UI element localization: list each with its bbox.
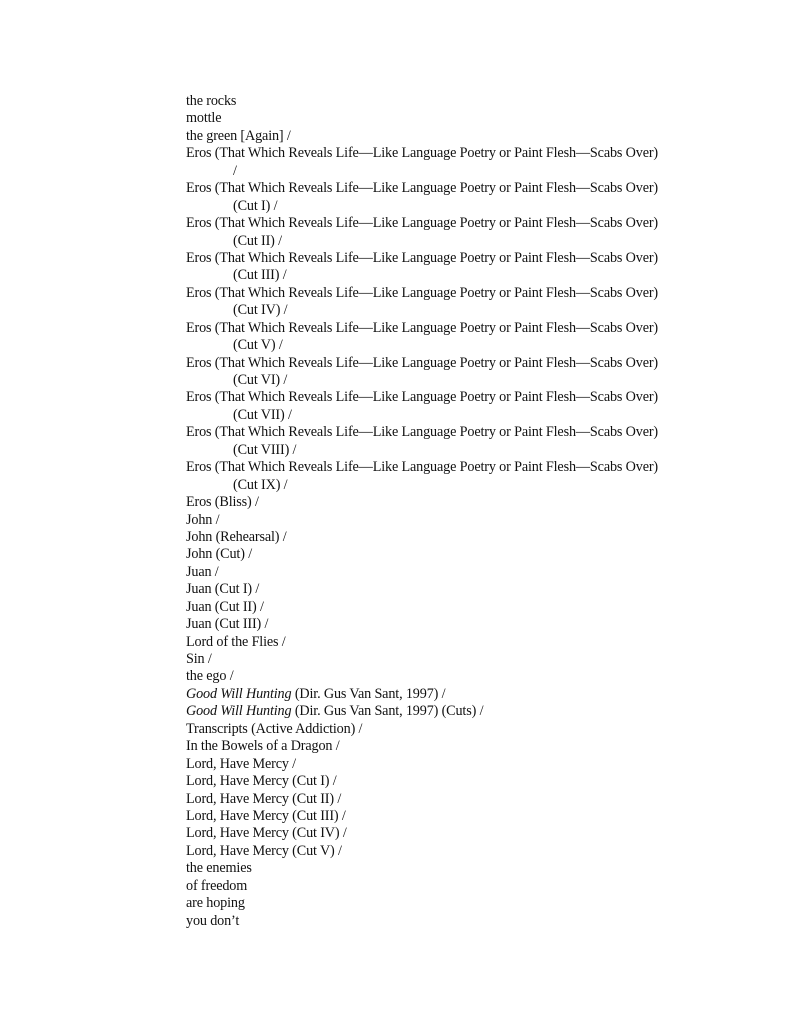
text-line: Eros (That Which Reveals Life—Like Language Poetry or Paint Flesh—Scabs Over) [186, 215, 659, 232]
text-line: Lord, Have Mercy (Cut IV) / [186, 825, 347, 842]
text-line: Eros (That Which Reveals Life—Like Language Poetry or Paint Flesh—Scabs Over) [186, 389, 659, 406]
text-line: Eros (That Which Reveals Life—Like Language Poetry or Paint Flesh—Scabs Over) [186, 354, 659, 371]
film-details: (Dir. Gus Van Sant, 1997) (Cuts) / [291, 703, 484, 720]
text-line: Eros (That Which Reveals Life—Like Language Poetry or Paint Flesh—Scabs Over) [186, 319, 659, 336]
text-line-continuation: (Cut VI) / [233, 372, 288, 388]
text-line-continuation: (Cut VII) / [233, 406, 292, 423]
text-line: the ego / [186, 668, 234, 685]
text-line: are hoping [186, 895, 245, 912]
text-line-continuation: (Cut I) / [233, 197, 278, 214]
text-line-continuation: (Cut II) / [233, 232, 282, 249]
text-line: Lord, Have Mercy (Cut I) / [186, 773, 337, 790]
film-title: Good Will Hunting [186, 703, 292, 720]
text-line: Eros (That Which Reveals Life—Like Language Poetry or Paint Flesh—Scabs Over) [186, 424, 659, 441]
text-line-continuation: (Cut V) / [233, 337, 283, 354]
text-line: John (Rehearsal) / [186, 528, 287, 545]
text-line: Juan / [186, 563, 219, 580]
text-line: Lord, Have Mercy (Cut II) / [186, 790, 342, 807]
text-line: Juan (Cut I) / [186, 581, 260, 598]
text-line: Lord, Have Mercy (Cut III) / [186, 807, 346, 824]
text-line: Juan (Cut III) / [186, 616, 269, 633]
text-line: Juan (Cut II) / [186, 598, 264, 615]
text-line: Lord of the Flies / [186, 633, 286, 650]
text-line: mottle [186, 110, 222, 127]
text-line-continuation: (Cut IX) / [233, 476, 288, 493]
text-line: Sin / [186, 651, 212, 667]
text-line-continuation: (Cut III) / [233, 267, 287, 284]
text-line: In the Bowels of a Dragon / [186, 738, 340, 755]
text-line: Lord, Have Mercy (Cut V) / [186, 842, 342, 859]
film-title: Good Will Hunting [186, 685, 292, 702]
text-line: Eros (Bliss) / [186, 494, 259, 511]
text-line: Eros (That Which Reveals Life—Like Language Poetry or Paint Flesh—Scabs Over) [186, 249, 659, 266]
text-line: the green [Again] / [186, 127, 291, 144]
text-line: John / [186, 511, 220, 528]
text-line: Eros (That Which Reveals Life—Like Language Poetry or Paint Flesh—Scabs Over) [186, 180, 659, 197]
text-line: of freedom [186, 877, 248, 894]
film-line [186, 703, 726, 720]
text-line: Eros (That Which Reveals Life—Like Language Poetry or Paint Flesh—Scabs Over) [186, 145, 659, 162]
film-line [186, 686, 726, 703]
text-line-continuation: (Cut IV) / [233, 302, 288, 319]
text-line: Eros (That Which Reveals Life—Like Language Poetry or Paint Flesh—Scabs Over) [186, 459, 659, 476]
text-line: Transcripts (Active Addiction) / [186, 720, 363, 737]
text-line: the enemies [186, 860, 252, 877]
text-line-continuation: (Cut VIII) / [233, 441, 297, 458]
text-line-continuation: / [233, 162, 237, 179]
text-line: you don’t [186, 912, 240, 929]
text-line: Eros (That Which Reveals Life—Like Language Poetry or Paint Flesh—Scabs Over) [186, 284, 659, 301]
text-line: Lord, Have Mercy / [186, 755, 296, 772]
film-details: (Dir. Gus Van Sant, 1997) / [291, 685, 446, 702]
text-line: the rocks [186, 93, 237, 109]
poem-text [186, 93, 726, 930]
text-line: John (Cut) / [186, 546, 252, 563]
